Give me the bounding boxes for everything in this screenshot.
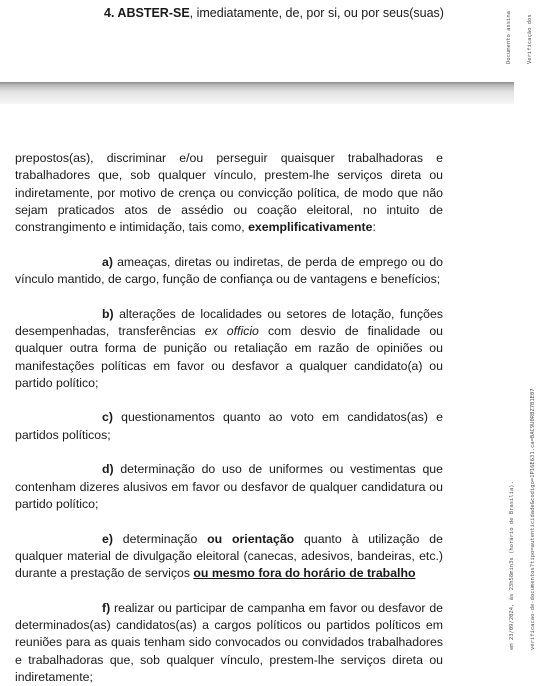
item-e — [15, 531, 443, 583]
item-d-label: d) — [102, 462, 114, 477]
page-break-divider — [0, 82, 514, 104]
signature-notice-top-line2: Verificação dos — [527, 14, 533, 64]
signature-notice-line2: verificacao-de-documentos?tipo=autenticidade&codigo=1P16E631.ca=BAC9U0RBZ7B1E07 — [530, 388, 536, 650]
item-f-label: f) — [102, 600, 111, 615]
item-d-text: determinação do uso de uniformes ou vestimentas que contenham dizeres alusivos em favor ou desfavor de qualquer candidatura ou partido político; — [15, 462, 443, 511]
signature-notice-top-line1: Documento assina — [506, 11, 512, 64]
item-f-text: realizar ou participar de campanha em favor ou desfavor de determinados(as) candidatos(as) a cargos políticos ou partidos políticos em reuniões para as quais tenham sido convocados ou convidados trabalhadores e trabalhadoras que, sob qualquer vínculo, prestem-lhe serviços direta ou indiretamente; — [15, 600, 443, 684]
item-b-label: b) — [102, 306, 114, 321]
signature-notice-line1: em 23/09/2024, às 23h58min3s (horário de Brasília). — [509, 481, 515, 650]
intro-emphasis: exemplificativamente — [248, 220, 373, 235]
item-c-text: questionamentos quanto ao voto em candidatos(as) e partidos políticos; — [15, 410, 443, 442]
item-b-text-2: com desvio de finalidade ou qualquer outra forma de punição ou retaliação em razão de opiniões ou manifestações políticas em favor ou desfavor a qualquer candidato(a) ou partido político; — [15, 323, 443, 390]
intro-paragraph — [15, 150, 443, 236]
signature-notice-top — [492, 4, 541, 64]
clause-header — [104, 6, 444, 20]
item-a-text: ameaças, diretas ou indiretas, de perda de emprego ou do vínculo mantido, de cargo, função de confiança ou de vantagens e benefícios; — [15, 254, 443, 287]
item-f — [15, 600, 443, 686]
item-e-text-1: determinação — [112, 531, 208, 546]
item-a — [15, 254, 443, 289]
intro-colon: : — [372, 220, 376, 235]
item-d — [15, 461, 443, 513]
item-c — [15, 409, 443, 444]
signature-notice-verification — [495, 370, 544, 650]
clause-header-text: , imediatamente, de, por si, ou por seus(suas) — [189, 6, 444, 20]
item-b-italic: ex officio — [204, 323, 259, 338]
item-e-text-2: quanto à utilização de qualquer material de divulgação eleitoral (canecas, adesivos, bandeiras, etc.) durante a prestação de serviços — [15, 531, 443, 581]
document-body — [15, 150, 443, 686]
clause-number: 4. ABSTER-SE — [104, 6, 190, 20]
item-e-label: e) — [102, 531, 113, 546]
item-e-emphasis-2: ou mesmo fora do horário de trabalho — [193, 566, 416, 581]
item-b — [15, 306, 443, 392]
item-b-text-1: alterações de localidades ou setores de lotação, funções desempenhadas, transferências — [15, 306, 443, 338]
item-e-emphasis-1: ou orientação — [207, 531, 295, 546]
item-a-label: a) — [102, 254, 113, 269]
intro-text: prepostos(as), discriminar e/ou perseguir quaisquer trabalhadoras e trabalhadores que, sob qualquer vínculo, prestem-lhe serviços direta ou indiretamente, por motivo de crença ou convicção política, de modo que não sejam praticados atos de assédio ou coação eleitoral, no intuito de constrangimento e intimidação, tais como, — [15, 151, 443, 235]
item-c-label: c) — [102, 410, 113, 425]
